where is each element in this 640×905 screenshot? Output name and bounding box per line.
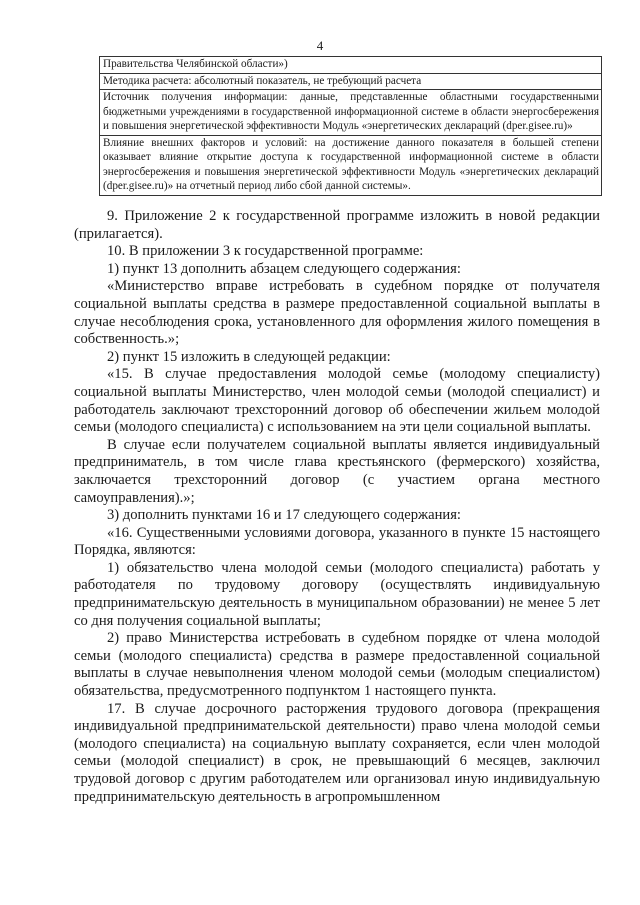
table-cell: Влияние внешних факторов и условий: на достижение данного показателя в большей степени оказывает влияние открытие доступа к государственной информационной системе в области энергосбережения и повышения энергетической эффективности Модуль «энергетических деклараций (dper.gisee.ru)» на отчетный период либо сбой данной системы».: [100, 135, 602, 195]
table-row: [100, 135, 602, 195]
paragraph: 17. В случае досрочного расторжения трудового договора (прекращения индивидуальной предпринимательской деятельности) право члена молодой семьи (молодого специалиста) на социальную выплату сохраняется, если член молодой семьи (молодой специалист) в срок, не превышающий 6 месяцев, заключил трудовой договор с другим работодателем или организовал иную индивидуальную предпринимательскую деятельность в агропромышленном: [74, 700, 600, 805]
paragraph: «Министерство вправе истребовать в судебном порядке от получателя социальной выплаты средства в размере предоставленной социальной выплаты в случае несоблюдения срока, установленного для оформления жилого помещения в собственность.»;: [74, 278, 600, 348]
paragraph: 3) дополнить пунктами 16 и 17 следующего содержания:: [107, 507, 461, 524]
paragraph: 10. В приложении 3 к государственной программе:: [107, 243, 424, 260]
paragraph: 2) право Министерства истребовать в судебном порядке от члена молодой семьи (молодого специалиста) средства в размере предоставленной социальной выплаты в случае невыполнения членом молодой семьи (молодым специалистом) обязательства, предусмотренного подпунктом 1 настоящего пункта.: [74, 630, 600, 700]
table-row: [100, 90, 602, 136]
paragraph: 2) пункт 15 изложить в следующей редакции:: [107, 348, 391, 365]
paragraph: «15. В случае предоставления молодой семье (молодому специалисту) социальной выплаты Министерство, член молодой семьи (молодой специалист) и работодатель заключают трехсторонний договор об обеспечении жильем молодой семьи (молодого специалиста) с использованием на эти цели социальной выплаты.: [74, 366, 600, 436]
table-cell: Источник получения информации: данные, представленные областными государственными бюджетными учреждениями в государственной информационной системе в области энергосбережения и повышения энергетической эффективности Модуль «энергетических деклараций (dper.gisee.ru)»: [100, 90, 602, 136]
table-cell: Методика расчета: абсолютный показатель, не требующий расчета: [100, 73, 602, 90]
document-body: [74, 208, 600, 806]
paragraph: 1) пункт 13 дополнить абзацем следующего содержания:: [107, 260, 461, 277]
paragraph: В случае если получателем социальной выплаты является индивидуальный предприниматель, в том числе глава крестьянского (фермерского) хозяйства, заключается трехсторонний договор (с участием органа местного самоуправления).»;: [74, 436, 600, 506]
table-cell: Правительства Челябинской области»): [100, 57, 602, 74]
indicator-table: [99, 56, 602, 196]
page-number: 4: [316, 38, 324, 53]
paragraph: 1) обязательство члена молодой семьи (молодого специалиста) работать у работодателя по трудовому договору (осуществлять индивидуальную предпринимательскую деятельность в муниципальном образовании) не менее 5 лет со дня получения социальной выплаты;: [74, 559, 600, 629]
paragraph: «16. Существенными условиями договора, указанного в пункте 15 настоящего Порядка, являются:: [74, 524, 600, 559]
table-row: [100, 73, 602, 90]
table-row: [100, 57, 602, 74]
paragraph: 9. Приложение 2 к государственной программе изложить в новой редакции (прилагается).: [74, 208, 600, 242]
